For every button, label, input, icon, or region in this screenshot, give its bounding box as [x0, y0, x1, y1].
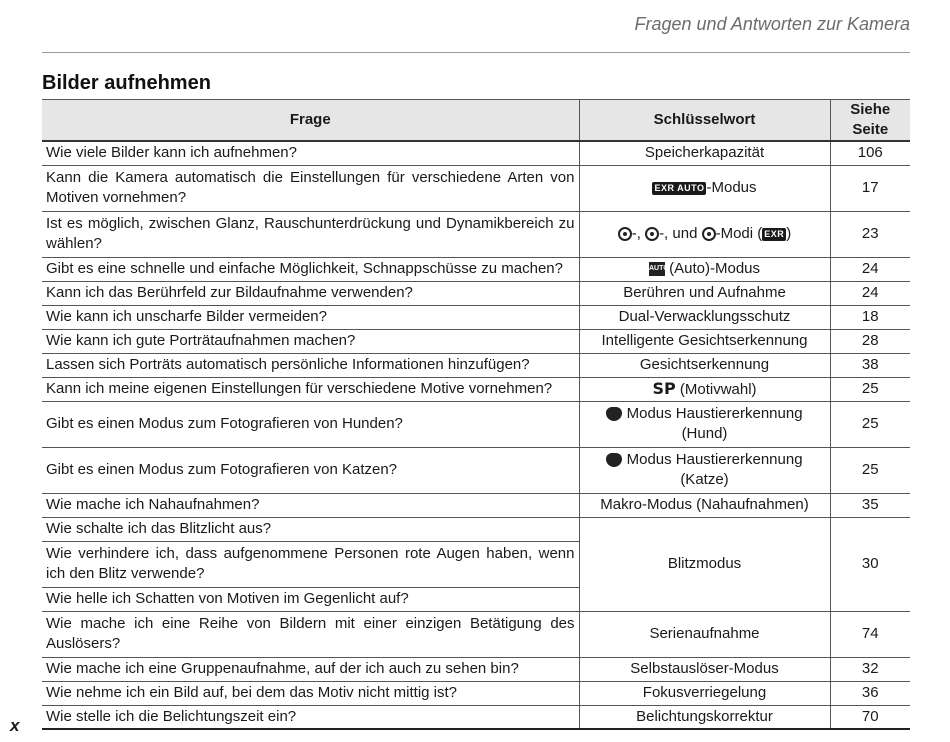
- question-cell: Lassen sich Porträts automatisch persönliche Informationen hinzufügen?: [42, 353, 579, 377]
- table-header-row: [42, 100, 910, 142]
- page-cell: 106: [830, 141, 910, 165]
- question-cell: Wie schalte ich das Blitzlicht aus?: [42, 517, 579, 541]
- question-cell: Ist es möglich, zwischen Glanz, Rauschunterdrückung und Dynamikbereich zu wählen?: [42, 211, 579, 257]
- table-row: [42, 681, 910, 705]
- keyword-cell: [579, 257, 830, 281]
- question-cell: Wie nehme ich ein Bild auf, bei dem das Motiv nicht mittig ist?: [42, 681, 579, 705]
- keyword-text: Modus Haustiererkennung: [622, 405, 803, 422]
- question-cell: Wie mache ich eine Reihe von Bildern mit einer einzigen Betätigung des Auslösers?: [42, 611, 579, 657]
- cat-icon: [606, 453, 622, 467]
- keyword-text-a: -,: [631, 225, 646, 242]
- keyword-cell: [579, 447, 830, 493]
- keyword-cell: [579, 165, 830, 211]
- page-number: x: [10, 716, 20, 735]
- keyword-cell: Makro-Modus (Nahaufnahmen): [579, 493, 830, 517]
- page-cell: 24: [830, 281, 910, 305]
- page-cell: 74: [830, 611, 910, 657]
- page-cell: 25: [830, 377, 910, 401]
- keyword-cell: Selbstauslöser-Modus: [579, 657, 830, 681]
- question-cell: Wie kann ich gute Porträtaufnahmen machen?: [42, 329, 579, 353]
- auto-mode-icon: AUTO: [649, 262, 665, 276]
- page-cell: 17: [830, 165, 910, 211]
- keyword-text-c: -Modi (: [715, 225, 763, 242]
- table-row: [42, 141, 910, 165]
- question-cell: Kann die Kamera automatisch die Einstellungen für verschiedene Arten von Motiven vornehmen?: [42, 165, 579, 211]
- column-header-keyword: Schlüsselwort: [579, 100, 830, 142]
- table-row: [42, 305, 910, 329]
- keyword-text-end: ): [786, 225, 792, 242]
- noise-reduction-icon: [645, 227, 659, 241]
- table-row: [42, 281, 910, 305]
- table-row: [42, 447, 910, 493]
- keyword-cell: Blitzmodus: [579, 517, 830, 611]
- faq-table: [42, 99, 910, 730]
- page-cell: 18: [830, 305, 910, 329]
- keyword-cell: Intelligente Gesichtserkennung: [579, 329, 830, 353]
- page-cell: 30: [830, 517, 910, 611]
- dynamic-range-icon: [702, 227, 716, 241]
- keyword-text-line2: (Hund): [681, 425, 728, 442]
- page-cell: 36: [830, 681, 910, 705]
- keyword-cell: Belichtungskorrektur: [579, 705, 830, 729]
- column-header-page: Siehe Seite: [830, 100, 910, 142]
- table-row: [42, 257, 910, 281]
- table-row: [42, 353, 910, 377]
- question-cell: Gibt es eine schnelle und einfache Möglichkeit, Schnappschüsse zu machen?: [42, 257, 579, 281]
- keyword-cell: Gesichtserkennung: [579, 353, 830, 377]
- question-cell: Wie viele Bilder kann ich aufnehmen?: [42, 141, 579, 165]
- keyword-cell: Dual-Verwacklungsschutz: [579, 305, 830, 329]
- running-header: Fragen und Antworten zur Kamera: [634, 14, 910, 34]
- page-cell: 38: [830, 353, 910, 377]
- table-row: [42, 211, 910, 257]
- keyword-text: Modus Haustiererkennung: [622, 451, 803, 468]
- table-row: [42, 377, 910, 401]
- question-cell: Wie mache ich Nahaufnahmen?: [42, 493, 579, 517]
- table-row: [42, 493, 910, 517]
- keyword-text: -Modus: [706, 179, 757, 196]
- dog-icon: [606, 407, 622, 421]
- table-row: [42, 401, 910, 447]
- question-cell: Gibt es einen Modus zum Fotografieren von Katzen?: [42, 447, 579, 493]
- exr-icon: EXR: [764, 228, 785, 239]
- question-cell: Wie helle ich Schatten von Motiven im Gegenlicht auf?: [42, 587, 579, 611]
- page-cell: 24: [830, 257, 910, 281]
- page-cell: 25: [830, 447, 910, 493]
- page-cell: 32: [830, 657, 910, 681]
- keyword-cell: Serienaufnahme: [579, 611, 830, 657]
- keyword-cell: [579, 211, 830, 257]
- question-cell: Wie verhindere ich, dass aufgenommene Personen rote Augen haben, wenn ich den Blitz verwende?: [42, 541, 579, 587]
- keyword-cell: Speicherkapazität: [579, 141, 830, 165]
- column-header-question: Frage: [42, 100, 579, 142]
- question-cell: Kann ich das Berührfeld zur Bildaufnahme verwenden?: [42, 281, 579, 305]
- page-cell: 23: [830, 211, 910, 257]
- section-title: Bilder aufnehmen: [42, 72, 211, 94]
- table-row: [42, 705, 910, 729]
- question-cell: Wie mache ich eine Gruppenaufnahme, auf der ich auch zu sehen bin?: [42, 657, 579, 681]
- table-row: [42, 611, 910, 657]
- keyword-text-b: -, und: [659, 225, 702, 242]
- question-cell: Wie kann ich unscharfe Bilder vermeiden?: [42, 305, 579, 329]
- keyword-text: (Auto)-Modus: [664, 260, 761, 277]
- table-row: [42, 165, 910, 211]
- page-cell: 28: [830, 329, 910, 353]
- keyword-cell: Fokusverriegelung: [579, 681, 830, 705]
- exr-auto-icon: EXR AUTO: [654, 182, 705, 193]
- resolution-priority-icon: [618, 227, 632, 241]
- keyword-text-line2: (Katze): [680, 471, 729, 488]
- keyword-cell: [579, 401, 830, 447]
- header-rule: [42, 52, 910, 53]
- table-row: [42, 657, 910, 681]
- keyword-text: (Motivwahl): [675, 380, 757, 398]
- keyword-cell: [579, 377, 830, 401]
- keyword-cell: Berühren und Aufnahme: [579, 281, 830, 305]
- page-cell: 25: [830, 401, 910, 447]
- question-cell: Wie stelle ich die Belichtungszeit ein?: [42, 705, 579, 729]
- sp-icon: SP: [652, 378, 676, 398]
- table-row: [42, 329, 910, 353]
- page-cell: 70: [830, 705, 910, 729]
- question-cell: Kann ich meine eigenen Einstellungen für verschiedene Motive vornehmen?: [42, 377, 579, 401]
- table-row: [42, 517, 910, 541]
- question-cell: Gibt es einen Modus zum Fotografieren von Hunden?: [42, 401, 579, 447]
- page-cell: 35: [830, 493, 910, 517]
